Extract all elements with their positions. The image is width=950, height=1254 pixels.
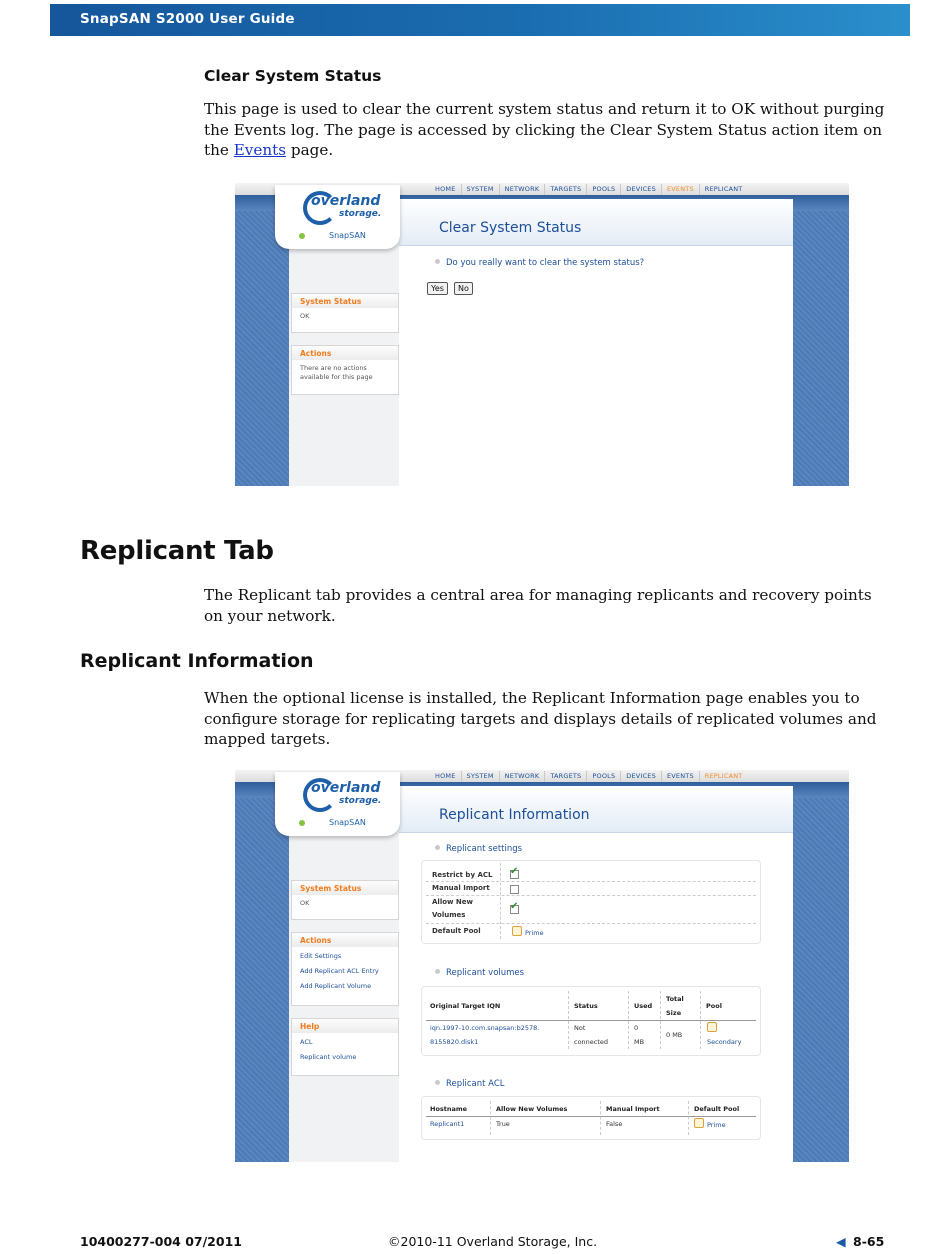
col-sep [660, 991, 661, 1049]
volume-iqn-2[interactable]: 8155820.disk1 [430, 1038, 479, 1046]
default-pool-text: Prime [525, 929, 544, 937]
replicant-settings-header: Replicant settings [435, 844, 522, 854]
footer-arrow-icon: ◀ [836, 1234, 846, 1249]
nav-targets[interactable]: TARGETS [545, 184, 587, 195]
nav-network[interactable]: NETWORK [500, 771, 546, 782]
replicant-acl-header: Replicant ACL [435, 1079, 505, 1089]
volume-total: 0 MB [666, 1031, 683, 1039]
footer-copyright: ©2010-11 Overland Storage, Inc. [388, 1234, 598, 1249]
status-dot-icon [299, 233, 305, 239]
col-iqn: Original Target IQN [430, 1002, 501, 1010]
help-list [292, 1033, 398, 1069]
col-sep [568, 991, 569, 1049]
overland-logo [275, 772, 400, 836]
actions-list [292, 947, 398, 998]
nav-events[interactable]: EVENTS [662, 771, 700, 782]
logo-text: overland [311, 193, 381, 209]
system-status-header: System Status [292, 294, 398, 308]
product-name: SnapSAN [329, 231, 366, 240]
help-replicant-volume-link[interactable]: Replicant volume [300, 1053, 357, 1061]
volume-pool[interactable]: Secondary [707, 1038, 742, 1046]
col-allow-new: Allow New Volumes [496, 1105, 568, 1113]
volume-used: 0 [634, 1024, 639, 1032]
pool-icon [707, 1022, 717, 1032]
nav-events[interactable]: EVENTS [662, 184, 700, 195]
nav-home[interactable]: HOME [430, 184, 462, 195]
page-title: Clear System Status [439, 220, 582, 236]
volume-used-unit: MB [634, 1038, 645, 1046]
actions-header: Actions [292, 933, 398, 947]
allow-new-volumes-checkbox[interactable] [510, 905, 519, 914]
logo-subtext: storage. [339, 796, 382, 806]
nav-replicant[interactable]: REPLICANT [704, 185, 743, 193]
paragraph-text-end: page. [286, 141, 334, 159]
logo-subtext: storage. [339, 209, 382, 219]
col-sep [490, 1101, 491, 1135]
logo-text: overland [311, 780, 381, 796]
document-header-bar [50, 4, 910, 36]
system-status-value: OK [300, 899, 310, 907]
col-sep [688, 1101, 689, 1135]
pool-icon [694, 1118, 704, 1128]
actions-text: There are no actions available for this page [300, 364, 373, 381]
actions-box [291, 345, 399, 395]
header-rule [426, 1116, 756, 1117]
overland-logo [275, 185, 400, 249]
status-dot-icon [299, 820, 305, 826]
screenshot-replicant-information [235, 770, 849, 1162]
action-edit-settings[interactable]: Edit Settings [300, 952, 342, 960]
manual-import-label: Manual Import [432, 884, 490, 892]
acl-manual-import: False [606, 1120, 623, 1128]
volume-status-2: connected [574, 1038, 609, 1046]
replicant-tab-heading: Replicant Tab [80, 536, 274, 566]
system-status-header: System Status [292, 881, 398, 895]
document-title: SnapSAN S2000 User Guide [80, 11, 295, 27]
col-status: Status [574, 1002, 598, 1010]
nav-devices[interactable]: DEVICES [621, 771, 662, 782]
default-pool-label: Default Pool [432, 927, 481, 935]
col-total: Total [666, 995, 684, 1003]
action-add-replicant-volume[interactable]: Add Replicant Volume [300, 982, 372, 990]
right-pattern-column [793, 211, 849, 486]
col-sep [700, 991, 701, 1049]
section-heading-clear-system-status: Clear System Status [204, 67, 382, 85]
restrict-acl-label: Restrict by ACL [432, 871, 493, 879]
product-name: SnapSAN [329, 818, 366, 827]
col-default-pool: Default Pool [694, 1105, 740, 1113]
replicant-settings-panel [421, 860, 761, 944]
setting-row-manual-import [426, 881, 756, 896]
restrict-acl-checkbox[interactable] [510, 870, 519, 879]
nav-pools[interactable]: POOLS [587, 771, 621, 782]
col-manual-import: Manual Import [606, 1105, 660, 1113]
setting-row-restrict [426, 861, 756, 882]
settings-divider [500, 863, 501, 939]
actions-header: Actions [292, 346, 398, 360]
system-status-box [291, 293, 399, 333]
allow-new-label-2: Volumes [432, 911, 466, 919]
acl-hostname[interactable]: Replicant1 [430, 1120, 465, 1128]
screenshot-clear-system-status [235, 183, 849, 486]
help-header: Help [292, 1019, 398, 1033]
nav-devices[interactable]: DEVICES [621, 184, 662, 195]
no-button[interactable]: No [454, 282, 473, 295]
manual-import-checkbox[interactable] [510, 885, 519, 894]
nav-targets[interactable]: TARGETS [545, 771, 587, 782]
top-nav [430, 771, 747, 782]
replicant-volumes-header: Replicant volumes [435, 968, 524, 978]
default-pool-value[interactable] [512, 926, 544, 937]
clear-status-paragraph [204, 99, 894, 161]
replicant-acl-table [421, 1096, 761, 1140]
col-sep [628, 991, 629, 1049]
volume-status: Not [574, 1024, 586, 1032]
left-pattern-column [235, 798, 289, 1162]
nav-system[interactable]: SYSTEM [462, 771, 500, 782]
setting-row-allow-new [426, 895, 756, 924]
acl-allow-new: True [496, 1120, 510, 1128]
acl-default-pool[interactable] [694, 1118, 726, 1129]
nav-pools[interactable]: POOLS [587, 184, 621, 195]
acl-pool-text: Prime [707, 1121, 726, 1129]
confirm-question: Do you really want to clear the system status? [435, 258, 644, 268]
help-acl-link[interactable]: ACL [300, 1038, 313, 1046]
help-box [291, 1018, 399, 1076]
col-hostname: Hostname [430, 1105, 468, 1113]
replicant-information-heading: Replicant Information [80, 650, 314, 672]
footer-doc-number: 10400277-004 07/2011 [80, 1234, 242, 1249]
page-title: Replicant Information [439, 807, 590, 823]
nav-system[interactable]: SYSTEM [462, 184, 500, 195]
system-status-box [291, 880, 399, 920]
allow-new-label: Allow New [432, 898, 474, 906]
system-status-value: OK [300, 312, 310, 320]
nav-replicant[interactable]: REPLICANT [704, 772, 743, 780]
footer-page-number: 8-65 [853, 1234, 885, 1249]
events-link[interactable]: Events [233, 141, 287, 159]
left-pattern-column [235, 211, 289, 486]
pool-icon [512, 926, 522, 936]
volume-iqn[interactable]: iqn.1997-10.com.snapsan:b2578. [430, 1024, 540, 1032]
yes-button[interactable]: Yes [427, 282, 448, 295]
right-pattern-column [793, 798, 849, 1162]
top-nav [430, 184, 747, 195]
replicant-volumes-table [421, 986, 761, 1056]
header-rule [426, 1020, 756, 1021]
nav-home[interactable]: HOME [430, 771, 462, 782]
setting-row-default-pool [426, 923, 756, 939]
actions-box [291, 932, 399, 1006]
main-content-area [399, 211, 793, 486]
col-sep [600, 1101, 601, 1135]
nav-network[interactable]: NETWORK [500, 184, 546, 195]
col-used: Used [634, 1002, 653, 1010]
replicant-tab-intro: The Replicant tab provides a central area for managing replicants and recovery points on your network. [204, 586, 872, 625]
col-size: Size [666, 1009, 682, 1017]
paragraph-text: This page is used to clear the current system status and return it to OK without purging the Events log. The page is accessed by clicking the Clear System Status action item on the [204, 100, 885, 159]
col-pool: Pool [706, 1002, 722, 1010]
action-add-acl-entry[interactable]: Add Replicant ACL Entry [300, 967, 379, 975]
replicant-information-paragraph: When the optional license is installed, the Replicant Information page enables you to configure storage for replicating targets and displays details of replicated volumes and mapped targets. [204, 689, 877, 748]
